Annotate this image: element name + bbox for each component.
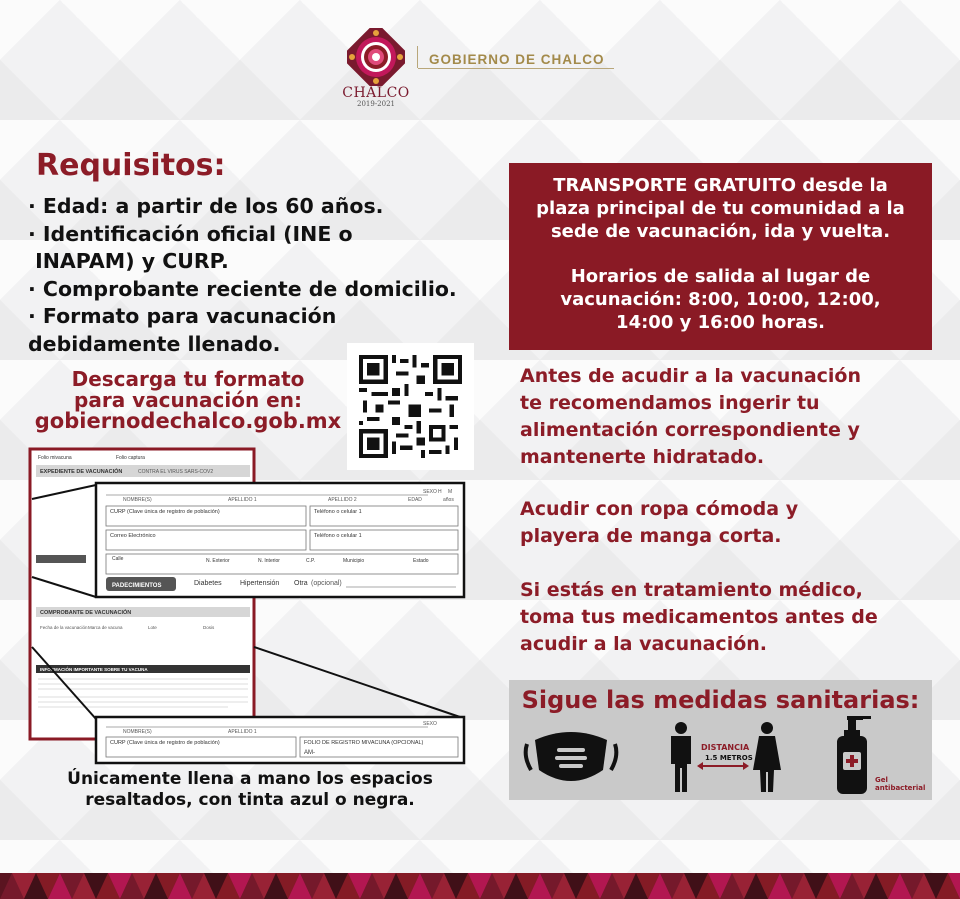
advice-block: [520, 363, 940, 471]
qr-code-icon: [359, 355, 462, 458]
form-text: C.P.: [306, 558, 316, 564]
advice-line: Antes de acudir a la vacunación: [520, 365, 862, 387]
divider: [418, 68, 614, 69]
form-text: Folio captura: [116, 455, 145, 461]
transport-line: sede de vacunación, ida y vuelta.: [550, 221, 891, 242]
form-text: EDAD: [408, 497, 422, 503]
form-text: COMPROBANTE DE VACUNACIÓN: [40, 610, 132, 616]
decorative-border-strip: [0, 873, 960, 899]
form-text: H: [438, 489, 442, 495]
form-text: PADECIMIENTOS: [112, 583, 162, 589]
form-text: CONTRA EL VIRUS SARS-COV2: [138, 469, 214, 475]
advice-block: [520, 496, 940, 550]
advice-line: te recomendamos ingerir tu: [520, 392, 820, 414]
requirement-item: debidamente llenado.: [28, 331, 281, 356]
form-text: SEXO: [423, 489, 437, 495]
form-text: N. Interior: [258, 558, 280, 564]
requirements-list: [28, 193, 498, 358]
form-text: M: [448, 489, 453, 495]
advice-line: Acudir con ropa cómoda y: [520, 498, 799, 520]
requirement-item: · Edad: a partir de los 60 años.: [28, 194, 384, 218]
form-text: años: [443, 497, 454, 503]
form-text: Dosis: [203, 625, 215, 630]
download-line: Descarga tu formato: [71, 367, 305, 391]
requirement-item: · Formato para vacunación: [28, 304, 337, 328]
face-mask-icon: [521, 726, 621, 788]
hand-sanitizer-icon: [833, 714, 873, 796]
form-drawing: [28, 447, 468, 767]
note-line: resaltados, con tinta azul o negra.: [85, 790, 415, 810]
transport-line: TRANSPORTE GRATUITO desde la: [553, 175, 888, 196]
requirements-title: Requisitos:: [36, 148, 226, 183]
form-text: (opcional): [311, 580, 342, 587]
gel-text: Gel: [875, 776, 888, 784]
form-text: Calle: [112, 556, 124, 562]
form-text: APELLIDO 1: [228, 729, 257, 735]
requirement-item: · Identificación oficial (INE o: [28, 221, 353, 246]
form-text: NOMBRE(S): [123, 497, 152, 503]
advice-line: alimentación correspondiente y: [520, 419, 860, 441]
form-text: N. Exterior: [206, 558, 230, 564]
logo-years: 2019-2021: [357, 100, 395, 108]
form-text: Fecha de la vacunación: [40, 625, 88, 630]
transport-box: [509, 163, 932, 350]
measures-title: Sigue las medidas sanitarias:: [521, 686, 920, 714]
download-block: [28, 369, 348, 432]
advice-block: [520, 577, 940, 658]
form-text: NOMBRE(S): [123, 729, 152, 735]
form-text: Teléfono o celular 1: [314, 533, 362, 539]
download-line: para vacunación en:: [74, 388, 302, 412]
schedule-line: vacunación: 8:00, 10:00, 12:00,: [560, 289, 881, 310]
schedule-paragraph: [509, 265, 932, 334]
vaccination-form-illustration: [28, 447, 468, 767]
form-text: Lote: [148, 625, 157, 630]
bottom-note: [40, 769, 460, 811]
form-text: Diabetes: [194, 580, 222, 587]
form-text: CURP (Clave única de registro de población): [110, 740, 220, 746]
note-line: Únicamente llena a mano los espacios: [67, 769, 433, 789]
logo-word: CHALCO: [342, 85, 410, 101]
advice-line: mantenerte hidratado.: [520, 446, 765, 468]
advice-line: acudir a la vacunación.: [520, 633, 768, 655]
transport-line: plaza principal de tu comunidad a la: [536, 198, 905, 219]
advice-line: playera de manga corta.: [520, 525, 782, 547]
form-text: Estado: [413, 558, 429, 564]
form-text: SEXO: [423, 721, 437, 727]
form-text: Marca de vacuna: [88, 625, 123, 630]
form-text: EXPEDIENTE DE VACUNACIÓN: [40, 469, 123, 475]
form-text: Teléfono o celular 1: [314, 509, 362, 515]
chalco-logo: [340, 28, 412, 110]
advice-line: toma tus medicamentos antes de: [520, 606, 878, 628]
form-text: Otra: [294, 580, 308, 587]
form-text: Correo Electrónico: [110, 533, 156, 539]
gel-label: [875, 776, 925, 792]
gel-text: antibacterial: [875, 784, 926, 792]
form-text: APELLIDO 1: [228, 497, 257, 503]
form-text: APELLIDO 2: [328, 497, 357, 503]
form-text: Hipertensión: [240, 580, 280, 587]
transport-paragraph: [509, 174, 932, 243]
requirement-item: · Comprobante reciente de domicilio.: [28, 276, 457, 301]
chalco-emblem-icon: [347, 28, 405, 86]
sanitary-measures-box: [509, 680, 932, 800]
form-text: AM-: [304, 750, 315, 756]
advice-line: Si estás en tratamiento médico,: [520, 579, 863, 601]
government-title: GOBIERNO DE CHALCO: [429, 52, 605, 67]
schedule-line: 14:00 y 16:00 horas.: [616, 312, 825, 333]
form-text: INFORMACIÓN IMPORTANTE SOBRE TU VACUNA: [40, 667, 148, 672]
distance-label: DISTANCIA: [701, 743, 750, 752]
form-text: CURP (Clave única de registro de población): [110, 509, 220, 515]
form-text: Folio mivacuna: [38, 455, 72, 461]
distance-value: 1.5 METROS: [705, 754, 753, 762]
form-text: FOLIO DE REGISTRO MIVACUNA (OPCIONAL): [304, 740, 424, 746]
divider: [417, 46, 418, 68]
requirement-item: INAPAM) y CURP.: [28, 249, 229, 273]
schedule-line: Horarios de salida al lugar de: [570, 266, 871, 287]
form-text: Municipio: [343, 558, 365, 564]
download-url[interactable]: gobiernodechalco.gob.mx: [34, 409, 342, 433]
